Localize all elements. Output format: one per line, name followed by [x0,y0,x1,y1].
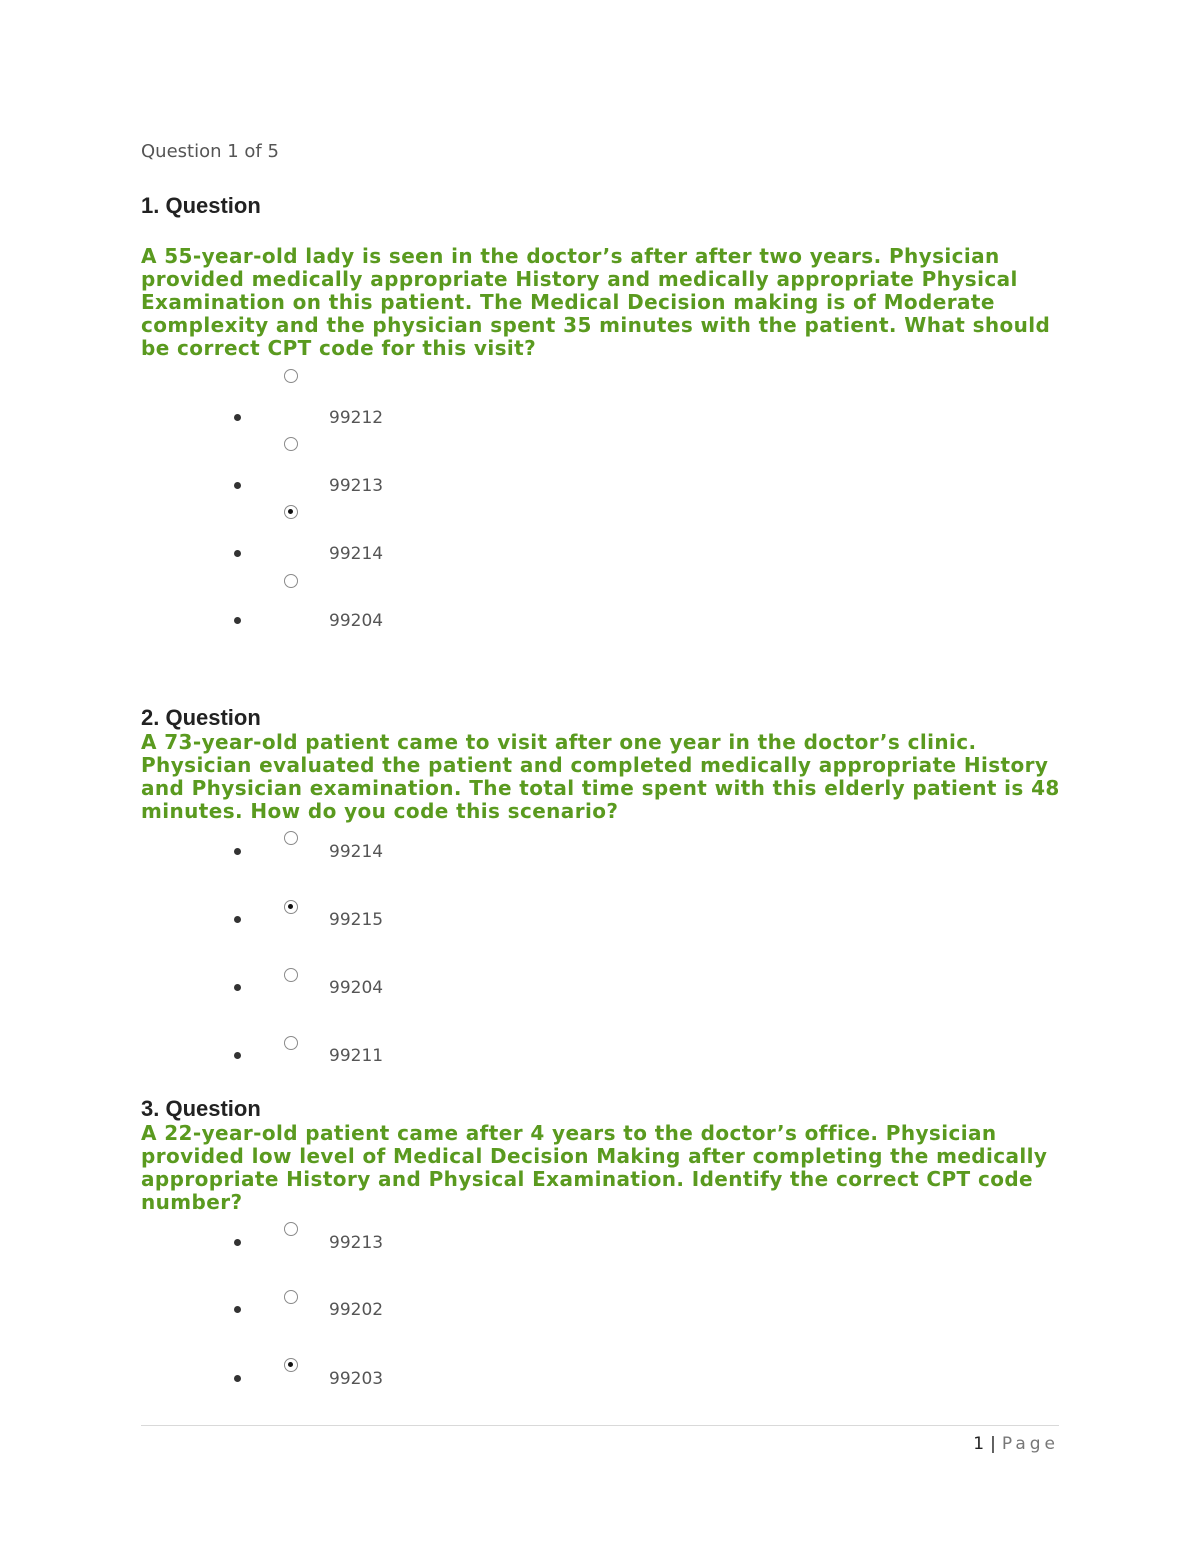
question-2-text: A 73-year-old patient came to visit after one year in the doctor’s clinic. Physician evaluated the patient and completed medically appropriate History and Physician examination. The total time spent with this elderly patient is 48 minutes. How do you code this scenario? [141,730,1060,823]
q2-option-2-radio[interactable] [284,900,298,914]
q1-option-3-label[interactable]: 99214 [329,544,384,564]
bullet-icon [234,1239,241,1246]
bullet-icon [234,1375,241,1382]
q2-option-3-label[interactable]: 99204 [329,978,384,998]
bullet-icon [234,916,241,923]
q2-option-2-label[interactable]: 99215 [329,910,384,930]
bullet-icon [234,482,241,489]
q3-option-2-radio[interactable] [284,1290,298,1304]
q3-option-3-label[interactable]: 99203 [329,1369,384,1389]
question-1-text: A 55-year-old lady is seen in the doctor’s after after two years. Physician provided medically appropriate History and medically appropriate Physical Examination on this patient. The Medical Decision making is of Moderate complexity and the physician spent 35 minutes with the patient. What should be correct CPT code for this visit? [141,244,1051,360]
page-footer [973,1434,1059,1454]
bullet-icon [234,617,241,624]
q1-option-4-radio[interactable] [284,574,298,588]
question-progress: Question 1 of 5 [141,141,279,162]
q1-option-2-label[interactable]: 99213 [329,476,384,496]
bullet-icon [234,550,241,557]
q2-option-1-radio[interactable] [284,831,298,845]
question-3-title: 3. Question [141,1096,261,1121]
q1-option-2-radio[interactable] [284,437,298,451]
footer-divider [141,1425,1059,1426]
page-word: Page [1001,1434,1059,1454]
question-3-text: A 22-year-old patient came after 4 years to the doctor’s office. Physician provided low level of Medical Decision Making after completing the medically appropriate History and Physical Examination. Identify the correct CPT code number? [141,1121,1048,1214]
bullet-icon [234,848,241,855]
q3-option-1-radio[interactable] [284,1222,298,1236]
q2-option-4-radio[interactable] [284,1036,298,1050]
q2-option-4-label[interactable]: 99211 [329,1046,384,1066]
bullet-icon [234,414,241,421]
page-number: 1 [973,1434,985,1454]
bullet-icon [234,1306,241,1313]
q3-option-1-label[interactable]: 99213 [329,1233,384,1253]
bullet-icon [234,984,241,991]
q1-option-1-label[interactable]: 99212 [329,408,384,428]
question-1-title: 1. Question [141,193,261,218]
q3-option-2-label[interactable]: 99202 [329,1300,384,1320]
footer-separator: | [990,1434,996,1454]
q2-option-3-radio[interactable] [284,968,298,982]
q2-option-1-label[interactable]: 99214 [329,842,384,862]
q3-option-3-radio[interactable] [284,1358,298,1372]
q1-option-4-label[interactable]: 99204 [329,611,384,631]
question-2-title: 2. Question [141,705,261,730]
q1-option-1-radio[interactable] [284,369,298,383]
q1-option-3-radio[interactable] [284,505,298,519]
bullet-icon [234,1052,241,1059]
